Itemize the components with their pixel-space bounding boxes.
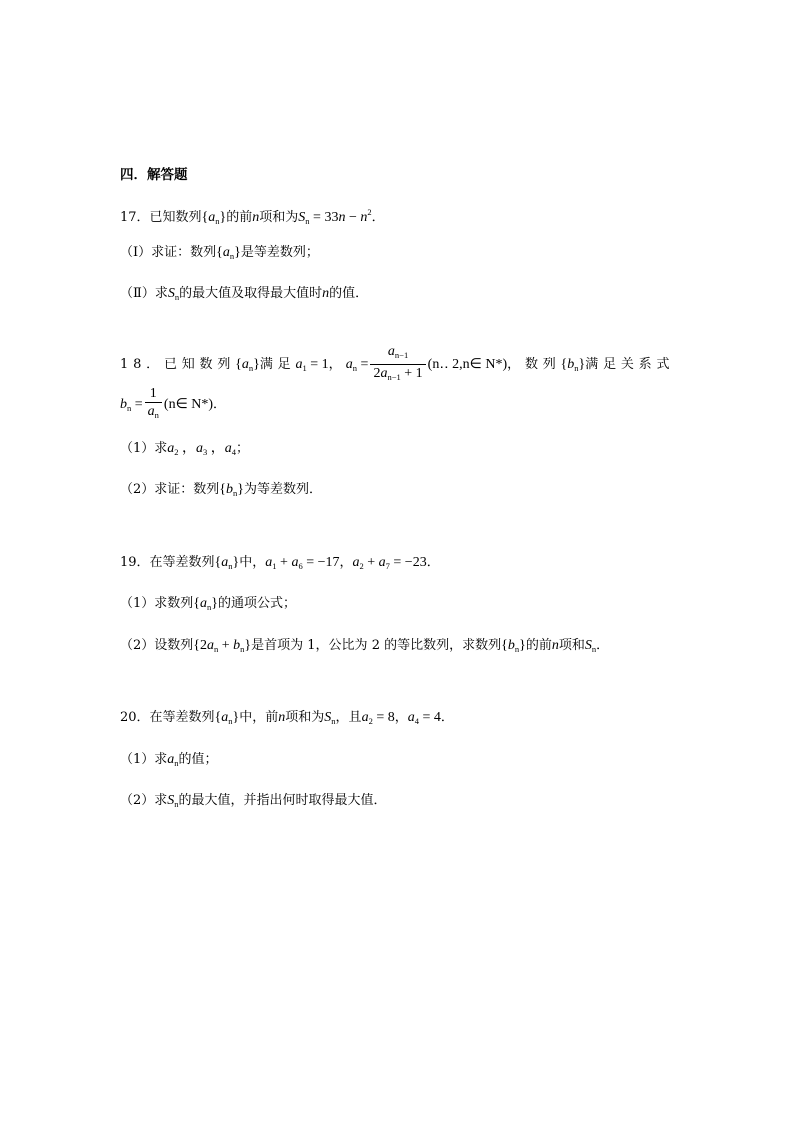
math-sn-formula: $S_n = 33n - n^2$ [298, 207, 372, 226]
question-18-part-1: （1）求$a_2$ ，$a_3$ ，$a_4$； [120, 441, 250, 457]
question-20-part-1: （1）求$a_n$的值； [120, 752, 218, 768]
question-18-stem-line-2: $b_n$ = $\frac{1}{a_n}$ (n∈ N*)． [120, 386, 226, 426]
question-19-part-1: （1）求数列$\{a_n\}$的通项公式； [120, 596, 297, 612]
question-17-stem: 17．已知数列$\{a_n\}$的前n项和为$S_n = 33n - n^2$． [120, 207, 385, 226]
question-20-part-2: （2）求$S_n$的最大值，并指出何时取得最大值． [120, 793, 387, 809]
question-19-part-2: （2）设数列$\{2a_n + b_n\}$是首项为 1，公比为 2 的等比数列，求数列$\{b_n\}$的前n项和$S_n$． [120, 638, 610, 654]
math-seq-an: $\{a_n\}$ [201, 210, 227, 226]
question-19-stem: 19．在等差数列$\{a_n\}$中，$a_1 + a_6 = -17$，$a_2 + a_7 = -23$． [120, 555, 440, 571]
question-17-part-2: （Ⅱ）求$S_n$的最大值及取得最大值时n的值． [120, 286, 369, 302]
question-17-part-1: （Ⅰ）求证：数列$\{a_n\}$是等差数列； [120, 245, 319, 261]
question-20-stem: 20．在等差数列$\{a_n\}$中，前n项和为$S_n$，且$a_2 = 8$，$a_4 = 4$． [120, 710, 454, 726]
question-18-part-2: （2）求证：数列$\{b_n\}$为等差数列． [120, 482, 323, 498]
question-18-stem: 18．已知数列$\{a_n\}$满足$a_1 = 1$， $a_n$ = $\frac{a_{n-1}}{2a_{n-1} + 1}$ (n‥ 2,n∈ N*)，数列$\{b_n\}$满足关系式 [120, 344, 674, 386]
section-heading: 四．解答题 [120, 167, 188, 183]
math-recursion-fraction: $\frac{a_{n-1}}{2a_{n-1} + 1}$ [370, 344, 425, 385]
math-bn-fraction: $\frac{1}{a_n}$ [145, 386, 162, 423]
